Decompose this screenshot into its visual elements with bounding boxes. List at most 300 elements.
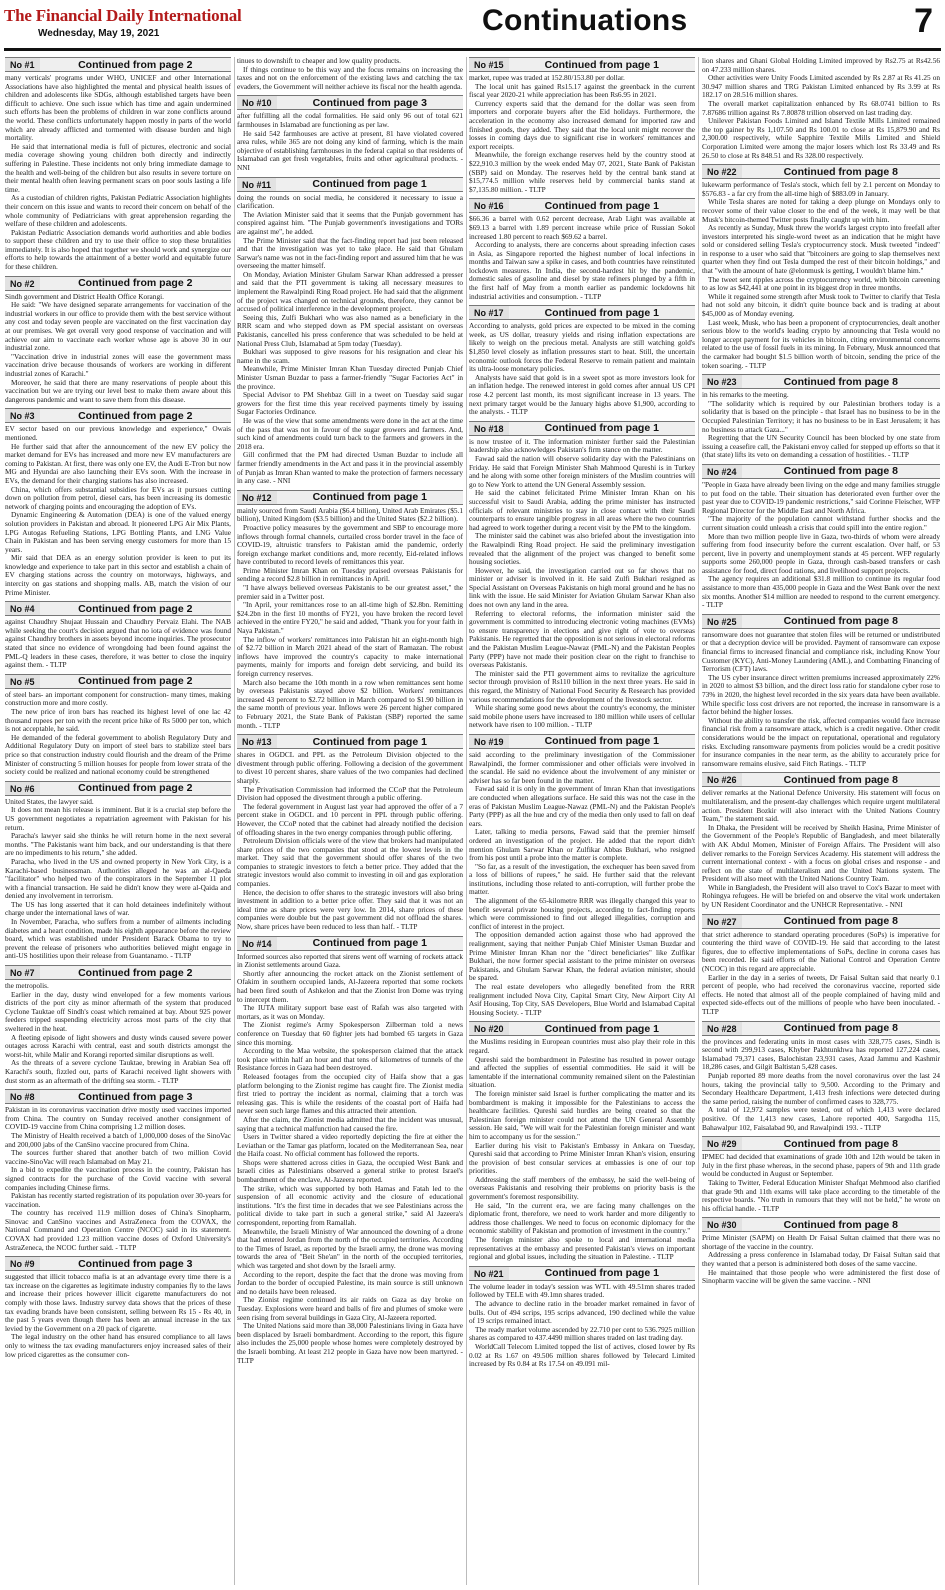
article-paragraph: of steel bars- an important component for construction- many times, making construction more and more costly.	[5, 689, 231, 708]
continuation-header	[702, 914, 940, 929]
article-ref-number: No #30	[702, 1218, 742, 1231]
continued-from-label: Continued from page 2	[78, 602, 193, 615]
article-paragraph: Gill confirmed that the PM had directed Usman Buzdar to include all farmer friendly amendments in the Act and pass it in the provincial assembly of Punjab as Imran Khan wanted to make the protection of farmers necessary in any case. - NNI	[237, 450, 463, 486]
continued-from-label: Continued from page 1	[544, 306, 659, 319]
continuation-article	[702, 374, 940, 460]
article-paragraph: United States, the lawyer said.	[5, 796, 94, 806]
article-paragraph: The Zionist regime continued its air raids on Gaza as day broke on Tuesday. Explosions were heard and balls of fire and plumes of smoke were seen rising from several buildings in Gaza City, Al-Jazeera reported.	[237, 1295, 463, 1322]
article-paragraph: Informed sources also reported that sirens went off warning of rockets attack in Zionist settlements around Gaza.	[237, 951, 463, 970]
continuation-article	[469, 198, 695, 301]
continuation-article	[702, 464, 940, 610]
article-paragraph: The tweet sent ripples across the cryptocurrency world, with bitcoin careening to as low as $42,441 at one point in its biggest drop in three months.	[702, 274, 940, 293]
continuation-article	[702, 1217, 940, 1286]
article-paragraph: "I have always believed overseas Pakistanis to be our greatest asset," the premier said in a Twitter post.	[237, 583, 463, 601]
article-ref-number: No #16	[469, 199, 509, 212]
article-ref-number: No #17	[469, 306, 509, 319]
continuation-header	[237, 734, 463, 749]
article-paragraph: Pakistan has recently started registration of its population over 30-years for vaccination.	[5, 1191, 231, 1209]
article-paragraph: Moreover, he said that there are many reservations of people about this vaccination but we are trying our level best to make them aware about this dangerous pandemic and want to save them from this disease.	[5, 377, 231, 404]
article-paragraph: mainly sourced from Saudi Arabia ($6.4 billion), United Arab Emirates ($5.1 billion), United Kingdom ($3.5 billion) and the United States ($2.2 billion).	[237, 505, 463, 524]
continued-from-label: Continued from page 8	[783, 915, 898, 928]
article-paragraph: WorldCall Telecom Limited topped the list of actives, closed lower by Rs 0.02 at Rs 1.67 on 49.506 million shares followed by Telecard Limited increased by Rs 0.84 at Rs 17.54 on 49.091 mil-	[469, 1341, 695, 1369]
article-ref-number: No #4	[5, 602, 40, 615]
article-body	[469, 1038, 695, 1261]
article-paragraph: Dynamic Engineering & Automation (DEA) is one of the valued energy solution providers in Pakistan and abroad. It pioneered LPG Air Mix Plants, LPG Autogas Refueling Stations, LPG Bottling Plants, and LNG Value Chain in Pakistan and has been serving energy customers for more than 15 years.	[5, 510, 231, 554]
article-paragraph: Prime Minister (SAPM) on Health Dr Faisal Sultan claimed that there was no shortage of the vaccine in the country.	[702, 1233, 940, 1251]
article-paragraph: The foreign minister also spoke to local and international media representatives at the embassy and presented Pakistan's views on important regional and global issues, including the situation in Palestine. - TLTP	[469, 1235, 695, 1262]
continuation-article	[5, 601, 231, 670]
continuation-article	[702, 57, 940, 160]
continuation-article	[469, 305, 695, 417]
article-ref-number: No #18	[469, 422, 509, 435]
continued-from-label: Continued from page 8	[783, 165, 898, 178]
continued-from-label: Continued from page 3	[78, 1090, 193, 1103]
continued-from-label: Continued from page 2	[78, 675, 193, 688]
continuation-article	[702, 1136, 940, 1213]
continuation-header	[469, 1266, 695, 1281]
article-paragraph: against Chaudhry Shujaat Hussain and Chaudhry Pervaiz Elahi. The NAB while seeking the court's decision argued that no iota of evidence was found against Chaudhry brothers in assets beyond income inquiries. The prosecutor stated that since no evidence of wrongdoing had been found against the PML-Q leaders in these cases, therefore, it was better to close the inquiry against them. - TLTP	[5, 617, 231, 670]
continuation-header	[702, 464, 940, 479]
article-paragraph: According to the Maa website, the spokesperson claimed that the attack took place within half an hour and that tens of kilometres of tunnels of the Resistance forces in Gaza had been destroyed.	[237, 1046, 463, 1073]
article-paragraph: Earlier in the day, dusty wind enveloped for a few moments various districts of the port city as minor aftermath of the system that produced Cyclone Tauktae off Sindh's coast which remained at bay. About 925 power feeders tripped suspending electricity across most parts of the city that sweltered in the heat.	[5, 989, 231, 1033]
article-ref-number: No #9	[5, 1257, 40, 1270]
continued-from-label: Continued from page 2	[78, 277, 193, 290]
masthead	[4, 4, 941, 52]
article-paragraph: Prime Minister Imran Khan on Tuesday praised overseas Pakistanis for sending a record $2.8 billion in remittances in April.	[237, 565, 463, 584]
continuation-header	[237, 177, 463, 192]
continued-from-label: Continued from page 1	[312, 937, 427, 950]
article-paragraph: Users in Twitter shared a video reportedly depicting the fire at either the Leviathan or the Tamar gas platform, located on the Mediterranean Sea, near the Haifa coast. No official comment has followed the reports.	[237, 1132, 463, 1159]
article-paragraph: He demanded of the federal government to abolish Regulatory Duty and Additional Regulatory Duty on import of steel bars to stabilize steel bars price so that construction industry could flourish and the dream of the Prime Minister of constructing 5 million houses for people from lower strata of the society could be realized and national economy could be strengthened	[5, 732, 231, 777]
continued-from-label: Continued from page 8	[783, 615, 898, 628]
continuation-header	[702, 164, 940, 179]
article-paragraph: In Dhaka, the President will be received by Sheikh Hasina, Prime Minister of the Government of the People's Republic of Bangladesh, and meet bilaterally with AK Abdul Momen, Minister of Foreign Affairs. The President will also deliver remarks to the Foreign Services Academy. His statement will address the current international context - with a focus on global crises and response - and reflect on the state of multilateralism and the United Nations system. The President will also meet with the United Nations Country Team.	[702, 822, 940, 884]
article-paragraph: The Prime Minister said that the fact-finding report had just been released and that the investigation was yet to take place. He said that Ghulam Sarwar's name was not in the fact-finding report and assured him that he was overseeing the matter himself.	[237, 235, 463, 271]
continuation-article	[702, 1021, 940, 1133]
article-body	[702, 481, 940, 610]
article-body	[237, 112, 463, 172]
article-paragraph: The United Nations said more than 38,000 Palestinians living in Gaza have been displaced by Israeli bombardment. According to the report, this figure also includes the 25,000 people whose homes were completely destroyed by the Israeli bombing. At least 212 people in Gaza have now been martyred. - TLTP	[237, 1321, 463, 1365]
article-paragraph: According to analysts, there are concerns about spreading infection cases in Asia, as Singapore reported the highest number of local infections in months and Taiwan saw a spike in cases, and both countries have reinstituted lockdown measures. In India, the second-hardest hit by the pandemic, domestic sales of gasoline and diesel by state refiners plunged by a fifth in the first half of May from a month earlier as pandemic lockdowns hit industrial activities and consumption. - TLTP	[469, 240, 695, 301]
article-ref-number: No #19	[469, 735, 509, 748]
article-paragraph: The legal industry on the other hand has ensured compliance to all laws only to witness the tax evading manufacturers enjoy increased sales of their low priced cigarettes as the consumer con-	[5, 1332, 231, 1359]
article-paragraph: In a bid to expedite the vaccination process in the country, Pakistan has signed contracts for the purchase of the Covid vaccine with several companies including Chinese firms.	[5, 1165, 231, 1192]
article-paragraph: "Vaccination drive in industrial zones will ease the government mass vaccination drive because thousands of workers are working in different industrial zones of Karachi."	[5, 351, 231, 378]
article-paragraph: While in Bangladesh, the President will also travel to Cox's Bazar to meet with Rohingya refugees. He will be briefed on and observe the vital work undertaken by UN Resident Coordinator and the UNHCR Representative. - NNI	[702, 882, 940, 910]
column-4	[702, 57, 940, 1585]
article-paragraph: The inflow of workers' remittances into Pakistan hit an eight-month high of $2.72 billion in March 2021 ahead of the start of Ramazan. The robust inflows have improved the country's capacity to make international payments, mainly for imports and foreign debt servicing, and build its foreign currency reserves.	[237, 634, 463, 678]
article-paragraph: The foreign minister said Israel is further complicating the matter and its bombardment is making it impossible for the Palestinians to access the healthcare facilities. Qureshi said hurdles are being created so that the Palestinian foreign minister could not attend the UN General Assembly session. He said, "We will wait for the Palestinian foreign minister and want him to accompany us for the session."	[469, 1088, 695, 1141]
article-paragraph: Later, talking to media persons, Fawad said that the premier himself ordered an investigation of the project. He added that the report didn't mention Ghulam Sarwar Khan or Zulfikar Abbas Bukhari, who resigned from his post until a probe into the matter is complete.	[469, 827, 695, 863]
article-body	[237, 194, 463, 486]
continuation-article	[5, 408, 231, 597]
continuation-article	[469, 57, 695, 194]
continuation-article	[5, 1089, 231, 1252]
continued-from-label: Continued from page 8	[783, 1022, 898, 1035]
article-paragraph: The federal government in August last year had approved the offer of a 7 percent stake in OGDCL and 10 percent in PPL through public offering. However, the CCoP noted that the cabinet had already notified the decision of offloading shares in the two energy companies through public offering.	[237, 801, 463, 837]
article-paragraph: The local unit has gained Rs15.17 against the greenback in the current fiscal year 2020-21 while appreciation has been Rs6.95 in 2021.	[469, 81, 695, 100]
article-ref-number: No #28	[702, 1022, 742, 1035]
masthead-rule	[4, 48, 941, 51]
continuation-article	[702, 914, 940, 1017]
article-paragraph: While Tesla shares are noted for taking a deep plunge on Mondays only to recover some of their value closer to the end of the week, it may well be that Musk's bitcoin-themed Twitter posts finally caught up with him.	[702, 197, 940, 224]
continuation-article	[237, 177, 463, 486]
article-ref-number: No #22	[702, 165, 742, 178]
article-paragraph: Meanwhile, Prime Minister Imran Khan Tuesday directed Punjab Chief Minister Usman Buzdar to pass a farmer-friendly "Sugar Factories Act" in the province.	[237, 364, 463, 391]
article-paragraph: Special Advisor to PM Shehbaz Gill in a tweet on Tuesday said sugar growers for the first time this year received payments timely by issuing Sugar Factories Ordinance.	[237, 390, 463, 417]
column-1	[5, 57, 231, 1585]
article-paragraph: If things continue to be this way and the focus remains on increasing the taxes and not on the enforcement of the existing laws and catching the tax evaders, the Government will neither achieve its fiscal nor the health agenda.	[237, 64, 463, 91]
article-paragraph: The overall market capitalization enhanced by Rs 68.0741 billion to Rs 7.87686 trillion against Rs 7.80878 trillion observed on last trading day.	[702, 98, 940, 117]
continued-from-label: Continued from page 1	[312, 178, 427, 191]
article-body	[5, 1106, 231, 1252]
article-ref-number: No #21	[469, 1267, 509, 1280]
continuation-header	[469, 421, 695, 436]
continuation-header	[702, 1136, 940, 1151]
continuation-header	[702, 772, 940, 787]
article-paragraph: deliver remarks at the National Defence University. His statement will focus on multilateralism, and the present-day challenges which require urgent multilateral action. President Bozkir will also interact with the United Nations Country Team," the statement said.	[702, 788, 940, 824]
column-divider	[234, 57, 235, 1585]
article-ref-number: No #6	[5, 782, 40, 795]
article-body	[702, 1234, 940, 1286]
continued-from-label: Continued from page 1	[544, 58, 659, 71]
continued-from-label: Continued from page 2	[78, 966, 193, 979]
article-ref-number: No #5	[5, 675, 40, 688]
article-body	[5, 425, 231, 597]
article-paragraph: lion shares and Ghani Global Holding Limited improved by Rs2.75 at Rs42.56 on 47.233 million shares.	[702, 57, 940, 74]
continuation-article	[237, 490, 463, 730]
continuation-article	[237, 936, 463, 1366]
article-paragraph: Mir said that DEA as an energy solution provider is keen to put its knowledge and experience to take part in this sector and establish a chain of EV charging stations across the country on motorways, highways, and intercity on gas stations and shopping malls. AB, match the vision of our Prime Minister.	[5, 553, 231, 597]
article-paragraph: that strict adherence to standard operating procedures (SoPs) is imperative for countering the third wave of COVID-19. He said that according to the latest figures, due to effective implementations of SoPs, decline in corona cases has been recorded. He said efforts of the National Control and Operation Centre (NCOC) in this regard are appreciable.	[702, 929, 940, 974]
article-paragraph: It does not mean his release is imminent. But it is a crucial step before the US government negotiates a repatriation agreement with Pakistan for his return.	[5, 805, 231, 832]
article-paragraph: after fulfilling all the codal formalities. He said only 96 out of total 621 farmhouses in Islamabad are functioning as per law.	[237, 111, 463, 129]
article-paragraph: Hence, the decision to offer shares to the strategic investors will also bring investment in addition to a better price offer. They said that it was not an ideal time as share prices were very low. In 2014, share prices of these companies were double but the past government did not offload the shares. Now, share prices have been reduced to less than half. - TLTP	[237, 887, 463, 932]
continuation-header	[469, 198, 695, 213]
continuation-article	[469, 421, 695, 730]
article-paragraph: The Ministry of Health received a batch of 1,000,000 doses of the SinoVac and 200,000 jabs of the CanSino vaccine procured from China.	[5, 1130, 231, 1149]
article-paragraph: tinues to downshift to cheaper and low quality products.	[237, 57, 401, 65]
continuation-header	[702, 374, 940, 389]
article-paragraph: The IUTA military support base east of Rafah was also targeted with mortars, as it was on Monday.	[237, 1003, 463, 1021]
article-ref-number: No #13	[237, 735, 277, 748]
article-paragraph: Earlier in the day in a series of tweets, Dr Faisal Sultan said that nearly 0.1 percent of people, who had received the coronavirus vaccine, reported side effects. He noted that almost all of the people complained of having mild and expected side-effects out of the millions of people who have been inoculated. - TLTP	[702, 972, 940, 1016]
article-paragraph: Addressing a press conference in Islamabad today, Dr Faisal Sultan said that they wanted that a person is administered both doses of the same vaccine.	[702, 1250, 940, 1269]
article-body	[5, 618, 231, 670]
continued-from-label: Continued from page 8	[783, 465, 898, 478]
article-paragraph: Analysts have said that gold is in a sweet spot as more investors look for an inflation hedge. The renewed interest in gold comes after annual US CPI rose 4.2 percent last month, its most significant increase in 13 years. The next primary target would be the January highs above $1,900, according to the analysts. - TLTP	[469, 372, 695, 417]
article-body	[469, 438, 695, 730]
continuation-article	[702, 772, 940, 909]
article-paragraph: The volume leader in today's session was WTL with 49.51mn shares traded followed by TELE with 49.1mn shares traded.	[469, 1281, 695, 1300]
article-paragraph: While sharing some good news about the country's economy, the minister said mobile phone users have increased to 180 million while users of cellular network have risen to 100 million. - TLTP	[469, 703, 695, 730]
article-paragraph: "In April, your remittances rose to an all-time high of $2.8bn. Remitting $24.2bn in the first 10 months of FY21, you have broken the record level achieved in the entire FY20," he said and added, "Thank you for your faith in Naya Pakistan."	[237, 600, 463, 636]
article-body	[237, 57, 463, 91]
section-title: Continuations	[482, 4, 688, 37]
article-paragraph: The Aviation Minister said that it seems that the Punjab government has conspired against him. "The Punjab government's investigations and TORs are against me", he added.	[237, 209, 463, 236]
article-paragraph: The Privatisation Commission had informed the CCoP that the Petroleum Division had opposed the divestment through a public offering.	[237, 784, 463, 803]
article-paragraph: A total of 12,972 samples were tested, out of which 1,413 were declared positive. Of the 1,413 new cases, Lahore reported 400, Sargodha 115, Bahawalpur 102, Faisalabad 90, and Rawalpindi 193. - TLTP	[702, 1105, 940, 1132]
article-paragraph: Bukhari was supposed to give reasons for his resignation and clear his name in the scam.	[237, 347, 463, 365]
article-paragraph: The ready market volume ascended by 22.710 per cent to 536.7925 million shares as compared to 437.4490 million shares traded on last trading day.	[469, 1324, 695, 1343]
continuation-header	[702, 1021, 940, 1036]
continuation-header	[5, 965, 231, 980]
article-paragraph: Unilever Pakistan Foods Limited and Island Textile Mills Limited remained the top gainer by Rs 1,107.50 and Rs 100.01 to close at Rs 15,879.90 and Rs 2,300.00 respectively, while Sapphire Textile Mills Limited and Shield Corporation Limited were among the major losers which lost Rs 33.49 and Rs 26.50 to close at Rs 848.51 and Rs 328.00 respectively.	[702, 116, 940, 160]
continuation-article	[5, 1256, 231, 1359]
article-paragraph: Paracha's lawyer said she thinks he will return home in the next several months. "The Pakistanis want him back, and our understanding is that there are no impediments to his return," she added.	[5, 831, 231, 858]
article-paragraph: A fleeting episode of light showers and dusty winds caused severe power outages across Karachi with central, east and south districts amongst the worst-hit, while Malir and Korangi reported similar disruptions as well.	[5, 1032, 231, 1059]
continuation-header	[5, 1256, 231, 1271]
article-paragraph: He said, "In the current era, we are facing many challenges on the diplomatic front, therefore, we need to work harder and more diligently to address those challenges. We need to focus on economic diplomacy for the economic stability of Pakistan and promotion of investment in the country."	[469, 1200, 695, 1236]
column-3	[469, 57, 695, 1585]
article-body	[469, 215, 695, 301]
continued-from-label: Continued from page 1	[544, 1267, 659, 1280]
article-ref-number: No #10	[237, 96, 277, 109]
continuation-article	[469, 1021, 695, 1261]
article-paragraph: In November, Paracha, who suffers from a number of ailments including diabetes and a heart condition, made his eighth appearance before the review board, which was established under President Barack Obama to try to prevent the release of prisoners who authorities believed might engage in anti-US hostilities upon their release from Guantanamo. - TLTP	[5, 917, 231, 961]
article-paragraph: many verticals' programs under WHO, UNICEF and other International Associations have also highlighted the mental and physical health issues of children and adolescents like SDGs, although established targets have been difficult to achieve. One such issue which has time and again undermined such efforts has been the problems of children in war zone conflicts around the world. These conflicts unfortunately happen mostly in parts of the world which are already afflicted and tormented with disease burden and high mortality.	[5, 73, 231, 143]
article-body	[702, 931, 940, 1017]
article-ref-number: No #12	[237, 491, 277, 504]
article-paragraph: "So far, as a result of the investigation, the exchequer has been saved from a loss of billions of rupees," he said. He further said that the relevant institutions, including those related to anti-corruption, will further probe the matter.	[469, 861, 695, 897]
continuation-header	[5, 276, 231, 291]
article-paragraph: The advance to decline ratio in the broader market remained in favor of bulls. Out of 494 scrips, 195 scrips advanced, 190 declined while the value of 19 scrips remained intact.	[469, 1299, 695, 1326]
article-paragraph: Regretting that the UN Security Council has been blocked by one state from issuing a ceasefire call, the Pakistani envoy called for stepped up efforts so that it (that state) lifts its veto on demanding a cessation of hostilities. - TLTP	[702, 433, 940, 460]
article-paragraph: He maintained that those people who were administered the first dose of Sinopharm vaccine will be given the same vaccine. - NNI	[702, 1267, 940, 1286]
article-paragraph: Without the ability to transfer the risk, affected companies would face increase financial risk from a ransomware attack, which is a credit negative. Other credit considerations would be the impact on reputational, operational and regulatory risks. Excluding ransomware payments from policies would be a credit positive for insurance companies in the near term, as the ability to accurately price for ransomware remains elusive, said Fitch Ratings. - TLTP	[702, 715, 940, 768]
article-paragraph: The Zionist regime's Army Spokesperson Zilberman told a news conference on Tuesday that 60 fighter jets had bombed 65 targets in Gaza since this morning.	[237, 1020, 463, 1047]
continued-from-label: Continued from page 3	[312, 96, 427, 109]
article-body	[469, 751, 695, 1017]
article-paragraph: Seeing this, Zulfi Bukhari who was also named as a beneficiary in the RRR scam and who stepped down as PM special assistant on overseas Pakistanis, cancelled his press conference that was scheduled to be held at National Press Club, Islamabad at 5pm today (Tuesday).	[237, 312, 463, 348]
article-paragraph: Punjab reported 89 more deaths from the novel coronavirus over the last 24 hours, taking the provincial tally to 9,500. According to the Primary and Secondary Healthcare Department, 1,413 fresh infections were detected during the same period, raising the number of confirmed cases to 328,775.	[702, 1070, 940, 1106]
continued-from-label: Continued from page 1	[544, 422, 659, 435]
article-paragraph: He said 542 farmhouses are active at present, 81 have violated covered area rules, while 365 are not doing any kind of farming, which is the main objective of establishing farmhouses in the federal capital so that residents of Islamabad can get fresh vegetables, fruits and other agricultural products. - NNI	[237, 128, 463, 172]
continued-from-label: Continued from page 1	[544, 735, 659, 748]
article-paragraph: Referring to electoral reforms, the information minister said the government is committed to introducing electronic voting machines (EVMs) to ensure transparency in elections and give right of vote to overseas Pakistanis. He regretted that the opposition is not serious in electoral reforms and the Pakistan Muslim League-Nawaz (PML-N) and the Pakistan Peoples Party (PPP) have not made their position clear on the right to franchise to overseas Pakistanis.	[469, 608, 695, 670]
article-ref-number: No #26	[702, 773, 742, 786]
article-paragraph: The country has received 11.9 million doses of China's Sinopharm, Sinovac and CanSino vaccines and AstraZeneca from the COVAX, the National Command and Operation Centre (NCOC) said in its statement. COVAX had provided 1.23 million vaccine doses of Oxford University's AstraZeneca, the NCOC further said. - TLTP	[5, 1208, 231, 1252]
article-paragraph: Proactive policy measures by the government and SBP to encourage more inflows through formal channels, curtailed cross border travel in the face of COVID-19, altruistic transfers to Pakistan amid the pandemic, orderly foreign exchange market conditions and, more recently, Eid-related inflows have contributed to record levels of remittances this year.	[237, 522, 463, 567]
article-body	[702, 391, 940, 460]
continuation-article	[237, 57, 463, 91]
article-paragraph: According to analysts, gold prices are expected to be mixed in the coming week, as US dollar, treasury yields and rising inflation expectations are likely to weigh on the precious metal. Analysts are still watching gold's $1,850 level closely as inflation pressures start to heat. Still, the uncertain economic outlook forces the Federal Reserve to remain patient and maintain its ultra-loose monetary policies.	[469, 321, 695, 374]
article-paragraph: Shortly after announcing the rocket attack on the Zionist settlement of Ofakim in southern occupied lands, Al-Jazeera reported that some rockets had been fired south of Ashkelon and that the Zionist Iron Dome was trying to intercept them.	[237, 968, 463, 1004]
article-paragraph: IPMEC had decided that examinations of grade 10th and 12th would be taken in July in the first phase whereas, in the second phase, papers of 9th and 11th grade would be conducted in August or September.	[702, 1152, 940, 1179]
issue-date: Wednesday, May 19, 2021	[38, 28, 160, 39]
continued-from-label: Continued from page 8	[783, 1137, 898, 1150]
article-ref-number: No #7	[5, 966, 40, 979]
continued-from-label: Continued from page 8	[783, 1218, 898, 1231]
article-paragraph: market, rupee was traded at 152.80/153.80 per dollar.	[469, 73, 625, 82]
article-paragraph: Fawad said the nation will observe solidarity day with the Palestinians on Friday. He said that Foreign Minister Shah Mahmood Qureshi is in Turkey and he along with some other foreign ministers of the Muslim countries will go to New York to attend the UN General Assembly session.	[469, 453, 695, 489]
masthead-left	[4, 6, 242, 39]
article-paragraph: is now trustee of it. The information minister further said the Palestinian leadership also acknowledges Pakistan's firm stance on the matter.	[469, 436, 695, 455]
continued-from-label: Continued from page 1	[544, 199, 659, 212]
continuation-header	[702, 1217, 940, 1232]
article-paragraph: As a custodian of children rights, Pakistan Pediatric Association highlights their concern on this issue and wants to record their concern on behalf of the whole community of Pediatricians with great apprehension regarding the welfare of these children and adolescents.	[5, 193, 231, 229]
continued-from-label: Continued from page 3	[78, 1257, 193, 1270]
article-paragraph: doing the rounds on social media, he considered it necessary to issue a clarification.	[237, 192, 463, 211]
article-body	[469, 322, 695, 417]
article-paragraph: The strike, which was supported by both Hamas and Fatah led to the suspension of all economic activity and the closure of educational institutions. "It's the first time in decades that we see Palestinians across the political divide to take part in such a general strike," said Al Jazeera's correspondent, reporting from Ramallah.	[237, 1183, 463, 1228]
article-paragraph: Paracha, who lived in the US and owned property in New York City, is a Karachi-based businessman. Authorities alleged he was an al-Qaeda "facilitator" who helped two of the conspirators in the September 11 plot with a financial transaction. He said he didn't know they were al-Qaida and denied any involvement in terrorism.	[5, 856, 231, 901]
article-ref-number: No #14	[237, 937, 277, 950]
continuation-article	[702, 614, 940, 769]
article-ref-number: No #15	[469, 58, 509, 71]
article-ref-number: No #27	[702, 915, 742, 928]
article-paragraph: The US cyber insurance direct written premiums increased approximately 22% in 2020 to almost $3 billion, and the direct loss ratio for standalone cyber rose to 73% in 2020, the highest level recorded in the six years data have been available. While specific loss cost drivers are not reported, the increase in ransomware is a factor behind the higher losses.	[702, 672, 940, 717]
continuation-header	[5, 781, 231, 796]
article-body	[5, 1273, 231, 1359]
article-paragraph: Fawad said it is only in the government of Imran Khan that investigations are conducted when allegations surface. He said this was not the case in the eras of Pakistan Muslim League-Nawaz (PML-N) and the Pakistan People's Party (PPP) as all the hue and cry of the media then only used to fall on deaf ears.	[469, 784, 695, 828]
article-paragraph: Earlier during his visit to Pakistan's Embassy in Ankara on Tuesday, Qureshi said that according to Prime Minister Imran Khan's vision, ensuring the provision of best consular services at embassies is one of our top priorities.	[469, 1140, 695, 1176]
article-paragraph: said according to the preliminary investigation of the Commissioner Rawalpindi, the former commissioner and other officials were involved in the scandal. He said no evidence about the involvement of any minister or adviser has so far been found in the matter.	[469, 749, 695, 785]
continuation-article	[469, 1266, 695, 1369]
article-body	[237, 507, 463, 730]
article-ref-number: No #3	[5, 409, 40, 422]
article-paragraph: While it regained some strength after Musk took to Twitter to clarify that Tesla had not sold any bitcoin, it didn't quite bounce back and is trading at about $45,000 as of Monday evening.	[702, 291, 940, 319]
article-paragraph: The sources further shared that another batch of two million Covid vaccine-SinoVac will reach Islamabad on May 21.	[5, 1148, 231, 1166]
article-paragraph: Released footages from the occupied city of Haifa show that a gas platform belonging to the Zionist regime has caught fire. The Zionist media first tried to portray the incident as normal, claiming that a torch was releasing gas. This is while the residents of the coastal port of Haifa had never seen such large flames and this attracted their attention.	[237, 1071, 463, 1116]
article-paragraph: On Monday, Aviation Minister Ghulam Sarwar Khan addressed a presser and said that the PTI government is taking all necessary measures to implement the Rawalpindi Ring Road project. He had said that the alignment of the project was changed on technical grounds, therefore, they cannot be accused of political interference in the development project.	[237, 269, 463, 314]
article-body	[237, 953, 463, 1366]
article-paragraph: shares in OGDCL and PPL as the Petroleum Division objected to the divestment through public offering. Following a decision of the government to divest 10 percent shares, share values of the two companies had declined sharply.	[237, 750, 463, 785]
article-paragraph: Meanwhile, the foreign exchange reserves held by the country stood at $22,910.3 million by the week ended May 07, 2021, State Bank of Pakistan (SBP) said on Monday. The reserves held by the central bank stand at $15,774.5 million while reserves held by commercial banks stand at $7,135.80 million. - TLTP	[469, 150, 695, 194]
continuation-article	[5, 57, 231, 272]
article-paragraph: Addressing the staff members of the embassy, he said the well-being of overseas Pakistanis and resolving their problems on priority basis is the government's foremost responsibility.	[469, 1174, 695, 1202]
article-paragraph: The minister said the cabinet was also briefed about the investigation into the Rawalpindi Ring Road project. He said the preliminary investigation revealed that the alignment of the project was changed to benefit some housing societies.	[469, 531, 695, 567]
continuation-header	[469, 57, 695, 72]
article-ref-number: No #11	[237, 178, 276, 191]
article-paragraph: Last week, Musk, who has been a proponent of cryptocurrencies, dealt another serious blow to the world's leading crypto by announcing that Tesla would no longer accept payment for its vehicles in bitcoin, citing environmental concerns related to the use of fossil fuels in its mining. In February, Musk announced that the carmaker had bought $1.5 billion worth of bitcoin, sending the price of the token soaring. - TLTP	[702, 317, 940, 370]
column-divider	[466, 57, 467, 1585]
article-paragraph: Petroleum Division officials were of the view that brokers had manipulated share prices of the two companies that stood at the lowest levels in the market. They said that the government should offer shares of the two companies to strategic investors to fetch a better price. They added that the strategic investors would also commit to investing in oil and gas exploration companies.	[237, 836, 463, 889]
article-paragraph: "People in Gaza have already been living on the edge and many families struggle to put food on the table. Their situation has deteriorated even further over the past year due to COVID-19 pandemic restrictions," said Corinne Fleischer, WFP Regional Director for the Middle East and North Africa.	[702, 479, 940, 515]
article-paragraph: in his remarks to the meeting.	[702, 390, 789, 400]
article-body	[702, 1153, 940, 1213]
article-ref-number: No #1	[5, 58, 40, 71]
article-paragraph: Taking to Twitter, Federal Education Minister Shafqat Mehmood also clarified that grade 9th and 11th exams will take place according to the timetable of the respective boards. "No truth in rumours that they will not be held," he wrote on his official handle. - TLTP	[702, 1177, 940, 1213]
article-paragraph: $66.36 a barrel with 0.62 percent decrease, Arab Light was available at $69.13 a barrel with 1.89 percent increase while price of Russian Sokol increased 1.80 percent to reach $69.62 a barrel.	[469, 214, 695, 241]
continuation-header	[237, 490, 463, 505]
article-paragraph: He said that international media is full of pictures, electronic and social media coverage showing young children both directly and indirectly suffering in Palestine. These incidents not only bring immediate damage to the health and well-being of the children but also results in severe torture on their mental health often leaving permanent scars on poor souls lasting a life time.	[5, 141, 231, 194]
article-paragraph: China, which offers substantial subsidies for EVs as it pursues cutting down on pollution from petrol, diesel cars, has been increasing its domestic network of charging points and encouraging the adoption of EVs.	[5, 484, 231, 511]
continuation-article	[237, 734, 463, 931]
article-ref-number: No #24	[702, 465, 742, 478]
article-paragraph: As recently as Sunday, Musk threw the world's largest crypto into freefall after investors interpreted his single-word tweet as an indication that he might have sold or considered selling Tesla's cryptocurrency stock. Musk tweeted "indeed" in response to a user who said that "bitcoiners are going to slap themselves next quarter when they find out Tesla dumped the rest of their bitcoin holdings," and that "with the amount of hate @elonmusk is getting, I wouldn't blame him."	[702, 223, 940, 276]
article-body	[702, 1038, 940, 1133]
article-paragraph: "The solidarity which is required by our Palestinian brothers today is a solidarity that is based on the principle - that Israel has no business to be in the Occupied Palestinian Territory; it has no business to be in East Jerusalem; it has no business to attack Gaza..."	[702, 398, 940, 434]
article-paragraph: Meanwhile, the Israeli Ministry of War announced the downing of a drone that had entered Jordan from the north of the occupied territories. According to the Times of Israel, as reported by the Israeli army, the drone was moving towards the area of "Beit She'an" in the north of the occupied territories, which was targeted and shot down by the Israeli army.	[237, 1226, 463, 1270]
article-paragraph: The new price of iron bars has reached its highest level of one lac 42 thousand rupees per ton with the recent price hike of Rs 5000 per ton, which is not acceptable, he said.	[5, 707, 231, 734]
article-paragraph: Other activities were Unity Foods Limited ascended by Rs 2.87 at Rs 41.25 on 30.947 million shares and TRG Pakistan Limited enhanced by Rs 3.99 at Rs 182.17 on 28.516 million shares.	[702, 73, 940, 100]
column-divider	[698, 57, 699, 1585]
article-body	[702, 789, 940, 909]
article-paragraph: As the threats of a severe cyclone Tauktae, brewing in Arabian Sea off Karachi's south, fizzled out, parts of Karachi received light showers with dust storm as an aftermath of the drifting sea storm. - TLTP	[5, 1058, 231, 1085]
article-ref-number: No #20	[469, 1022, 509, 1035]
article-body	[237, 751, 463, 931]
article-body	[702, 181, 940, 370]
article-body	[469, 74, 695, 194]
article-paragraph: He further said that after the announcement of the new EV policy the market demand for EVs has increased and more new EV manufacturers are coming to Pakistan. At first, there was only one EV, the Audi E-Tron but now MG and Hyundai are also launching their EVs soon. With the increase in EVs, the demand for their charging stations has also increased.	[5, 441, 231, 485]
article-ref-number: No #8	[5, 1090, 40, 1103]
continued-from-label: Continued from page 1	[312, 491, 427, 504]
article-paragraph: March also became the 10th month in a row when remittances sent home by overseas Pakistanis stayed above $2 billion. Workers' remittances increased 43 percent to $2.72 billion in March compared to $1.90 billion in the same month of previous year. Inflows were 26 percent higher compared to February 2021, the State Bank of Pakistan (SBP) reported the same month. - TLTP	[237, 677, 463, 730]
continued-from-label: Continued from page 2	[78, 782, 193, 795]
article-paragraph: The alignment of the 65-kilometre RRR was illegally changed this year to benefit several private housing projects, according to fact-finding reports which were commissioned to find out alleged illegalities, corruption and conflict of interest in the project.	[469, 896, 695, 931]
article-paragraph: Shops were shattered across cities in Gaza, the occupied West Bank and Israeli cities as Palestinians observed a general strike to protest Israel's bombardment of the enclave, Al-Jazeera reported.	[237, 1157, 463, 1185]
continued-from-label: Continued from page 2	[78, 409, 193, 422]
article-body	[469, 1283, 695, 1369]
article-paragraph: The US has long asserted that it can hold detainees indefinitely without charge under the international laws of war.	[5, 899, 231, 918]
continuation-article	[469, 734, 695, 1017]
continuation-header	[5, 408, 231, 423]
article-paragraph: EV sector based on our previous knowledge and experience," Owais mentioned.	[5, 424, 231, 442]
article-ref-number: No #29	[702, 1137, 742, 1150]
continuation-article	[5, 276, 231, 405]
article-paragraph: He was of the view that some amendments were done in the act at the time of the pass that was not in favour of the sugar growers and farmers. And, such kind of amendments could turn back to the farmers and growers in the 2018 era.	[237, 415, 463, 451]
article-paragraph: the metropolis.	[5, 981, 49, 991]
article-body	[5, 293, 231, 405]
article-paragraph: "The majority of the population cannot withstand further shocks and the current situation could unleash a crisis that could spill into the entire region."	[702, 514, 940, 532]
article-paragraph: Sindh government and District Health Office Korangi.	[5, 291, 164, 301]
continuation-header	[469, 1021, 695, 1036]
article-paragraph: Currency experts said that the demand for the dollar was seen from importers and corporate buyers after the Eid holidays. Furthermore, the acceleration in the economy also increased demand for imported raw and finished goods, they added. They said that the local unit might recover the losses in coming days due to significant rise in workers' remittances and export receipts.	[469, 98, 695, 151]
article-paragraph: More than two million people live in Gaza, two-thirds of whom were already suffering from food insecurity before the current escalation. Over half, or 53 percent, live in poverty and unemployment stands at 45 percent. WFP regularly supports some 260,000 people in Gaza, through cash-based transfers or cash assistance for food, direct food rations, and livelihood support projects.	[702, 531, 940, 575]
article-paragraph: He said: "We have designed separate arrangements for vaccination of the industrial workers in our office to provide them with the best service without any cost and today seven people are vaccinated on the first vaccination day at our premises. We get overall very good response of vaccination and will achieve our aim to vaccinate each worker whose age is above 30 in our industrial zone.	[5, 300, 231, 353]
article-paragraph: Pakistan in its coronavirus vaccination drive mostly used vaccines imported from China. The country on Sunday received another consignment of COVID-19 vaccine from China comprising 1.2 million doses.	[5, 1105, 231, 1132]
article-body	[5, 982, 231, 1085]
continued-from-label: Continued from page 1	[312, 735, 427, 748]
continuation-header	[5, 674, 231, 689]
continuation-header	[702, 614, 940, 629]
continued-from-label: Continued from page 8	[783, 375, 898, 388]
article-paragraph: The agency requires an additional $31.8 million to continue its regular food assistance to more than 435,000 people in Gaza and the West Bank over the next six months. Another $14 million are needed to respond to the current emergency. - TLTP	[702, 574, 940, 610]
article-paragraph: Pakistan Pediatric Association demands world authorities and able bodies to support these children and try to use their office to stop these brutalities immediately. It is also hoped that together we should work and synergize our efforts to help towards the attainment of a better world and equitable future for these children.	[5, 227, 231, 272]
article-ref-number: No #25	[702, 615, 742, 628]
article-paragraph: The opposition demanded action against those who had approved the realignment, saying that neither Punjab Chief Minister Usman Buzdar and Prime Minister Imran Khan nor the "direct beneficiaries" like Zulfikar Bukhari, the now former special assistant to the prime minister on overseas Pakistanis, and Ghulam Sarwar Khan, the federal aviation minister, should be spared.	[469, 930, 695, 983]
article-paragraph: lukewarm performance of Tesla's stock, which fell by 2.1 percent on Monday to $576.83 - a far cry from the all-time high of $883.09 in January.	[702, 180, 940, 198]
continuation-header	[5, 1089, 231, 1104]
article-body	[702, 57, 940, 160]
newspaper-name: The Financial Daily International	[4, 6, 242, 25]
article-paragraph: After the claim, the Zionist media admitted that the incident was unusual, saying that a technical malfunction had caused the fire.	[237, 1114, 463, 1133]
article-body	[5, 691, 231, 777]
article-paragraph: He said the cabinet felicitated Prime Minister Imran Khan on his successful visit to Saudi Arabia, adding the prime minister has instructed officials of relevant ministries to stay in close contact with their Saudi counterparts to ensure tangible progress in all areas where the two countries had agreed to work together during a recent visit by the PM to the kingdom.	[469, 488, 695, 532]
article-paragraph: Qureshi said the bombardment in Palestine has resulted in power outage and affected the supplies of essential commodities. He said it will be lamentable if the international community remained silent on the Palestinian situation.	[469, 1054, 695, 1090]
continuation-header	[237, 936, 463, 951]
page-number: 7	[914, 2, 933, 40]
continued-from-label: Continued from page 8	[783, 773, 898, 786]
continuation-header	[237, 95, 463, 110]
article-paragraph: the Muslims residing in European countries must also play their role in this regard.	[469, 1037, 695, 1055]
continuation-header	[469, 305, 695, 320]
article-paragraph: the provinces and federating units in most cases with 328,775 cases, Sindh is second with 299,913 cases, Khyber Pakhtunkhwa has reported 127,224 cases, Islamabad 79,371 cases, Balochistan 23,931 cases, Azad Jammu and Kashmir 18,286 cases, and Gilgit Baltistan 5,428 cases.	[702, 1036, 940, 1072]
article-ref-number: No #2	[5, 277, 40, 290]
continuation-header	[5, 57, 231, 72]
continuation-header	[469, 734, 695, 749]
article-body	[5, 798, 231, 961]
article-paragraph: suggested that illicit tobacco mafia is at an advantage every time there is a tax increase on the cigarettes as legitimate industry companies fly to the laws and increase their prices however illicit cigarette manufacturers do not comply with those laws. Industry survey data shows that the prices of these tax evading brands have been consistent, selling between Rs 15 - Rs 40, in the past 5 years even though there has been an annual increase in the tax levied by the Government on a 20 pack of cigarette.	[5, 1272, 231, 1333]
continued-from-label: Continued from page 2	[78, 58, 193, 71]
column-2	[237, 57, 463, 1585]
continuation-article	[237, 95, 463, 172]
continuation-article	[5, 781, 231, 961]
continuation-article	[5, 674, 231, 777]
article-paragraph: According to the report, despite the fact that the drone was moving from Jordan to the border of occupied Palestine, its main source is still unknown and no details have been released.	[237, 1269, 463, 1296]
article-ref-number: No #23	[702, 375, 742, 388]
